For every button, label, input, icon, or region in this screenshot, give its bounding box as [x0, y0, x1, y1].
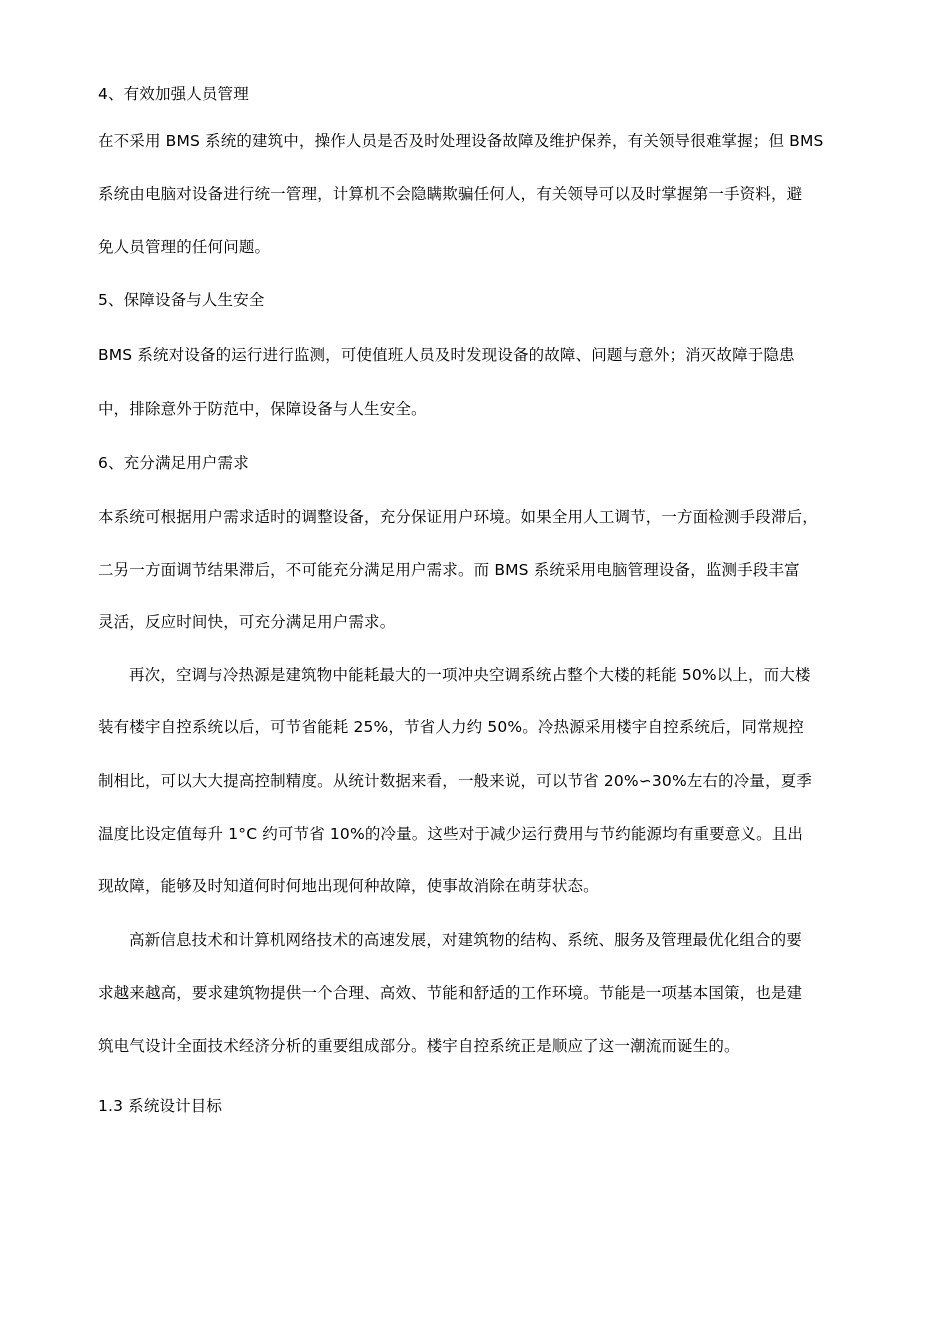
- section-heading-1-3: 1.3 系统设计目标: [98, 1097, 223, 1115]
- paragraph-line: 温度比设定值每升 1°C 约可节省 10%的冷量。这些对于减少运行费用与节约能源均有重要意义。且出: [98, 825, 804, 843]
- paragraph-line: 高新信息技术和计算机网络技术的高速发展，对建筑物的结构、系统、服务及管理最优化组合的要: [129, 931, 802, 949]
- text-line: 系统由电脑对设备进行统一管理，计算机不会隐瞒欺骗任何人，有关领导可以及时掌握第一手资料，避: [98, 185, 803, 203]
- section-heading-5: 5、保障设备与人生安全: [98, 291, 265, 309]
- text-line: 免人员管理的任何问题。: [98, 238, 271, 256]
- text-line: 中，排除意外于防范中，保障设备与人生安全。: [98, 400, 427, 418]
- paragraph-line: 筑电气设计全面技术经济分析的重要组成部分。楼宇自控系统正是顺应了这一潮流而诞生的。: [98, 1037, 740, 1055]
- section-heading-4: 4、有效加强人员管理: [98, 85, 249, 103]
- paragraph-line: 现故障，能够及时知道何时何地出现何种故障，使事故消除在萌芽状态。: [98, 877, 599, 895]
- text-line: 在不采用 BMS 系统的建筑中，操作人员是否及时处理设备故障及维护保养，有关领导很难掌握；但 BMS: [98, 132, 824, 150]
- text-line: 二另一方面调节结果滞后，不可能充分满足用户需求。而 BMS 系统采用电脑管理设备，监测手段丰富: [98, 561, 800, 579]
- section-heading-6: 6、充分满足用户需求: [98, 454, 249, 472]
- text-line: BMS 系统对设备的运行进行监测，可使值班人员及时发现设备的故障、问题与意外；消灭故障于隐患: [98, 346, 795, 364]
- paragraph-line: 制相比，可以大大提高控制精度。从统计数据来看，一般来说，可以节省 20%∽30%左右的冷量，夏季: [98, 772, 813, 790]
- paragraph-line: 再次，空调与冷热源是建筑物中能耗最大的一项冲央空调系统占整个大楼的耗能 50%以上，而大楼: [129, 666, 811, 684]
- paragraph-line: 求越来越高，要求建筑物提供一个合理、高效、节能和舒适的工作环境。节能是一项基本国策，也是建: [98, 984, 803, 1002]
- text-line: 灵活，反应时间快，可充分满足用户需求。: [98, 613, 396, 631]
- text-line: 本系统可根据用户需求适时的调整设备，充分保证用户环境。如果全用人工调节，一方面检测手段滞后，: [98, 508, 818, 526]
- paragraph-line: 装有楼宇自控系统以后，可节省能耗 25%，节省人力约 50%。冷热源采用楼宇自控系统后，同常规控: [98, 718, 804, 736]
